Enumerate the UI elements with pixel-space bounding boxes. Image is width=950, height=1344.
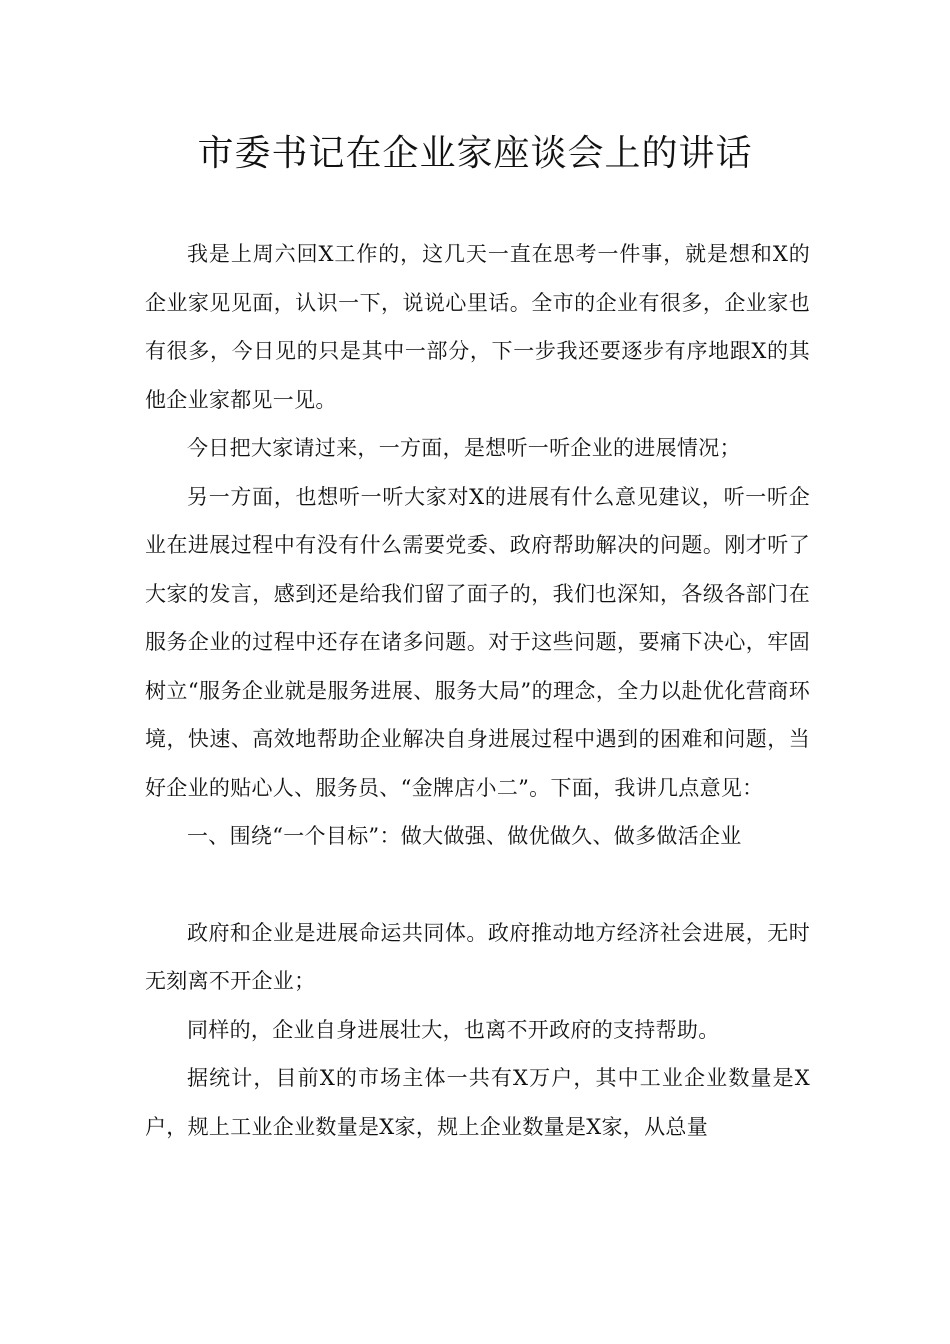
paragraph-6: 据统计，目前X的市场主体一共有X万户，其中工业企业数量是X户，规上工业企业数量是X家，规上企业数量是X家，从总量 xyxy=(145,1066,810,1139)
paragraph-1: 我是上周六回X工作的，这几天一直在思考一件事，就是想和X的企业家见见面，认识一下，说说心里话。全市的企业有很多，企业家也有很多，今日见的只是其中一部分，下一步我还要逐步有序地跟X的其他企业家都见一见。 xyxy=(145,242,810,412)
paragraph-3: 另一方面，也想听一听大家对X的进展有什么意见建议，听一听企业在进展过程中有没有什么需要党委、政府帮助解决的问题。刚才听了大家的发言，感到还是给我们留了面子的，我们也深知，各级各部门在服务企业的过程中还存在诸多问题。对于这些问题，要痛下决心，牢固树立“服务企业就是服务进展、服务大局”的理念，全力以赴优化营商环境，快速、高效地帮助企业解决自身进展过程中遇到的困难和问题，当好企业的贴心人、服务员、“金牌店小二”。下面，我讲几点意见： xyxy=(145,484,810,800)
section-heading-1: 一、围绕“一个目标”：做大做强、做优做久、做多做活企业 xyxy=(187,824,742,848)
paragraph-2: 今日把大家请过来，一方面，是想听一听企业的进展情况； xyxy=(187,436,741,460)
document-title: 市委书记在企业家座谈会上的讲话 xyxy=(197,133,753,174)
document-body xyxy=(145,230,810,1151)
paragraph-4: 政府和企业是进展命运共同体。政府推动地方经济社会进展，无时无刻离不开企业； xyxy=(145,920,810,993)
paragraph-5: 同样的，企业自身进展壮大，也离不开政府的支持帮助。 xyxy=(187,1017,720,1042)
